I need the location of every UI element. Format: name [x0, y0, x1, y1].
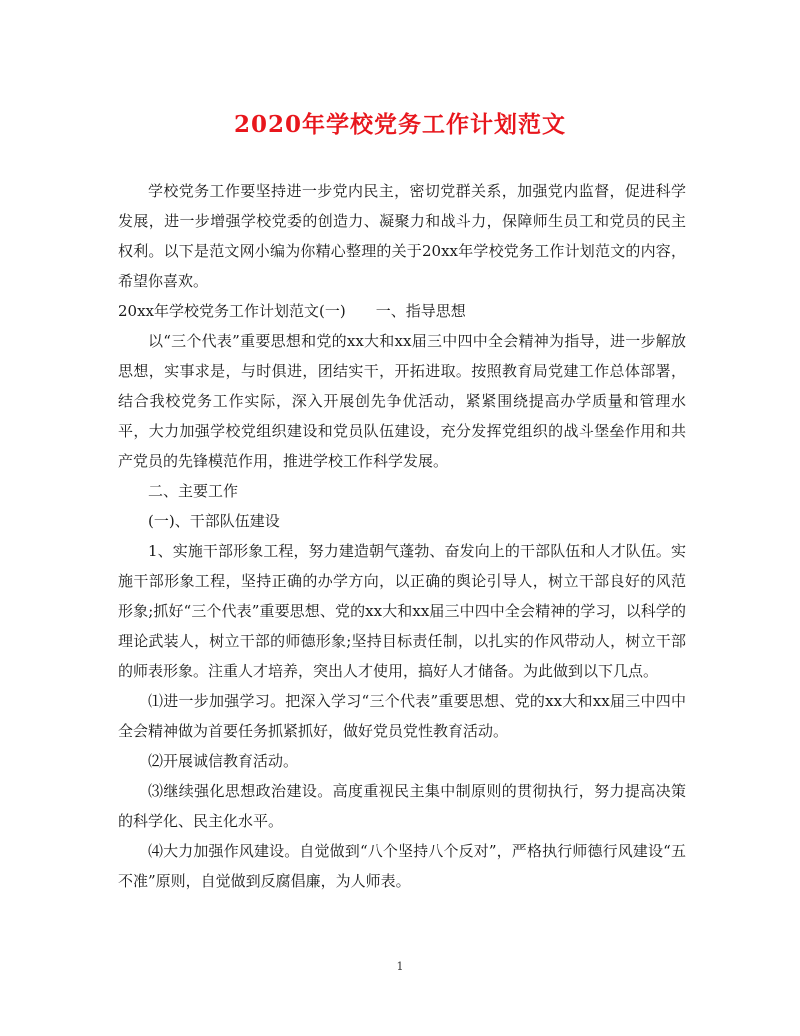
point-3-paragraph: ⑶继续强化思想政治建设。高度重视民主集中制原则的贯彻执行，努力提高决策的科学化、民主化水平。: [118, 782, 686, 830]
page-number: 1: [396, 960, 404, 973]
section-heading: 20xx年学校党务工作计划范文(一) 一、指导思想: [118, 302, 466, 320]
point-1-paragraph: ⑴进一步加强学习。把深入学习“三个代表”重要思想、党的xx大和xx届三中四中全会精神做为首要任务抓紧抓好，做好党员党性教育活动。: [118, 692, 686, 740]
item-1-paragraph: 1、实施干部形象工程，努力建造朝气蓬勃、奋发向上的干部队伍和人才队伍。实施干部形象工程，坚持正确的办学方向，以正确的舆论引导人，树立干部良好的风范形象;抓好“三个代表”重要思想、党的xx大和xx届三中四中全会精神的学习，以科学的理论武装人，树立干部的师德形象;坚持目标责任制，以扎实的作风带动人，树立干部的师表形象。注重人才培养，突出人才使用，搞好人才储备。为此做到以下几点。: [118, 542, 686, 680]
cadre-heading: (一)、干部队伍建设: [148, 512, 280, 530]
document-title: 2020年学校党务工作计划范文: [233, 111, 566, 138]
point-2-paragraph: ⑵开展诚信教育活动。: [148, 752, 299, 770]
document-body: [118, 176, 686, 896]
guiding-thought-paragraph: 以“三个代表”重要思想和党的xx大和xx届三中四中全会精神为指导，进一步解放思想，实事求是，与时俱进，团结实干，开拓进取。按照教育局党建工作总体部署，结合我校党务工作实际，深入开展创先争优活动，紧紧围绕提高办学质量和管理水平，大力加强学校党组织建设和党员队伍建设，充分发挥党组织的战斗堡垒作用和共产党员的先锋模范作用，推进学校工作科学发展。: [118, 332, 686, 470]
point-4-paragraph: ⑷大力加强作风建设。自觉做到“八个坚持八个反对”，严格执行师德行风建设“五不准”原则，自觉做到反腐倡廉，为人师表。: [118, 842, 686, 890]
intro-paragraph: 学校党务工作要坚持进一步党内民主，密切党群关系，加强党内监督，促进科学发展，进一步增强学校党委的创造力、凝聚力和战斗力，保障师生员工和党员的民主权利。以下是范文网小编为你精心整理的关于20xx年学校党务工作计划范文的内容，希望你喜欢。: [118, 182, 686, 290]
main-work-heading: 二、主要工作: [148, 482, 239, 500]
